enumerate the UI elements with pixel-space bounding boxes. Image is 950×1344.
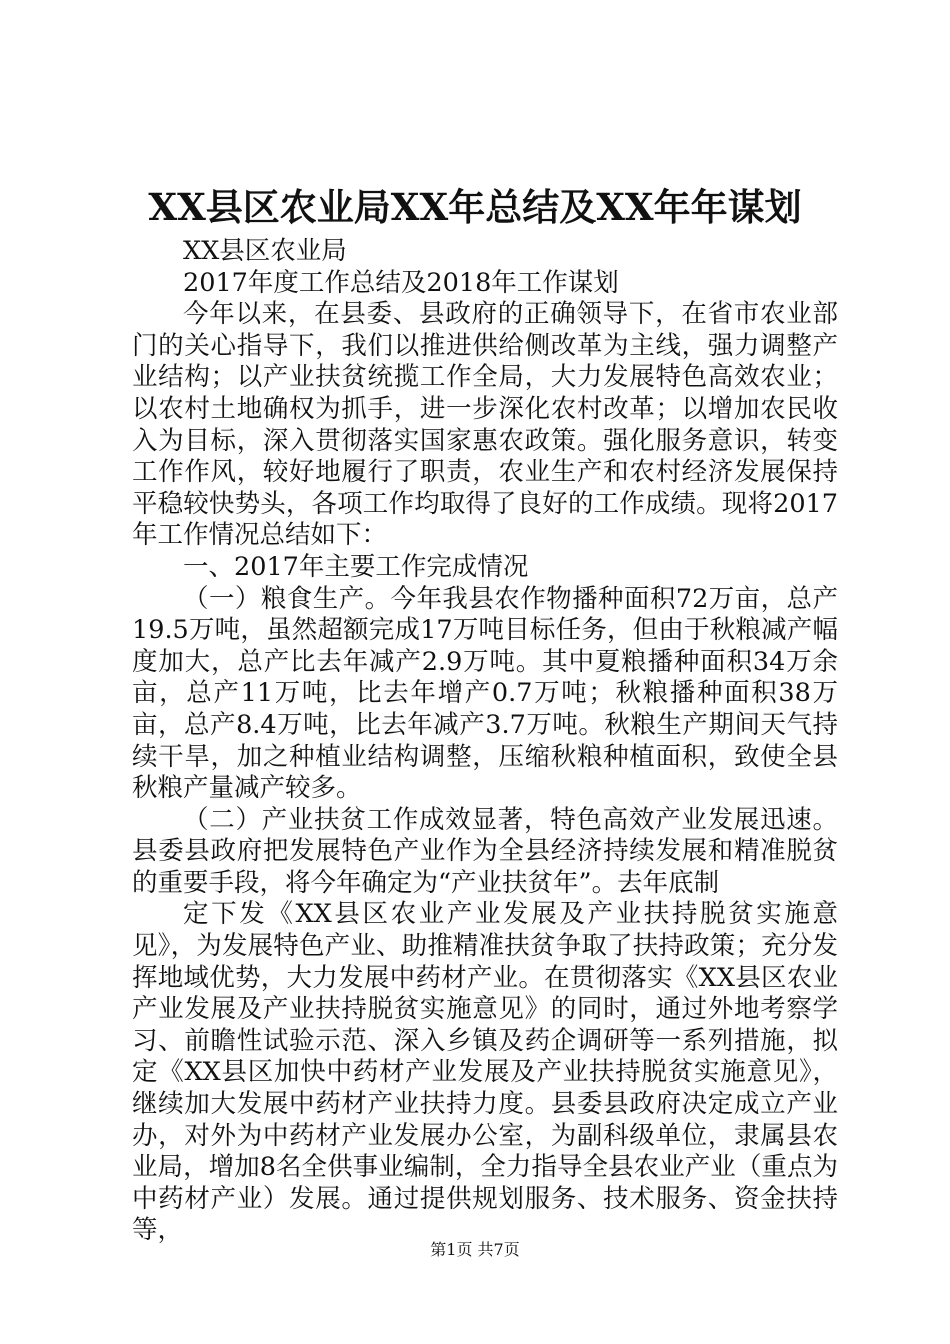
- paragraph-org-name: XX县区农业局: [183, 236, 347, 266]
- section-heading: 一、2017年主要工作完成情况: [183, 551, 529, 582]
- document-title: XX县区农业局XX年总结及XX年年谋划: [148, 185, 802, 229]
- paragraph-industry-poverty: （二）产业扶贫工作成效显著，特色高效产业发展迅速。县委县政府把发展特色产业作为全县经济持续发展和精准脱贫的重要手段，将今年确定为“产业扶贫年”。去年底制: [132, 804, 838, 898]
- paragraph-intro: 今年以来，在县委、县政府的正确领导下，在省市农业部门的关心指导下，我们以推进供给侧改革为主线，强力调整产业结构；以产业扶贫统揽工作全局，大力发展特色高效农业；以农村土地确权为抓手，进一步深化农村改革；以增加农民收入为目标，深入贯彻落实国家惠农政策。强化服务意识，转变工作作风，较好地履行了职责，农业生产和农村经济发展保持平稳较快势头，各项工作均取得了良好的工作成绩。现将2017年工作情况总结如下：: [132, 299, 838, 551]
- paragraph-subtitle: 2017年度工作总结及2018年工作谋划: [183, 267, 619, 298]
- paragraph-grain-production: （一）粮食生产。今年我县农作物播种面积72万亩，总产19.5万吨，虽然超额完成17万吨目标任务，但由于秋粮减产幅度加大，总产比去年减产2.9万吨。其中夏粮播种面积34万余亩，总产11万吨，比去年增产0.7万吨；秋粮播种面积38万亩，总产8.4万吨，比去年减产3.7万吨。秋粮生产期间天气持续干旱，加之种植业结构调整，压缩秋粮种植面积，致使全县秋粮产量减产较多。: [132, 583, 838, 804]
- paragraph-policy: 定下发《XX县区农业产业发展及产业扶持脱贫实施意见》，为发展特色产业、助推精准扶贫争取了扶持政策；充分发挥地域优势，大力发展中药材产业。在贯彻落实《XX县区农业产业发展及产业扶持脱贫实施意见》的同时，通过外地考察学习、前瞻性试验示范、深入乡镇及药企调研等一系列措施，拟定《XX县区加快中药材产业发展及产业扶持脱贫实施意见》，继续加大发展中药材产业扶持力度。县委县政府决定成立产业办，对外为中药材产业发展办公室，为副科级单位，隶属县农业局，增加8名全供事业编制，全力指导全县农业产业（重点为中药材产业）发展。通过提供规划服务、技术服务、资金扶持等，: [132, 899, 838, 1246]
- document-body: [132, 236, 838, 1247]
- page-footer: 第1页 共7页: [430, 1240, 520, 1259]
